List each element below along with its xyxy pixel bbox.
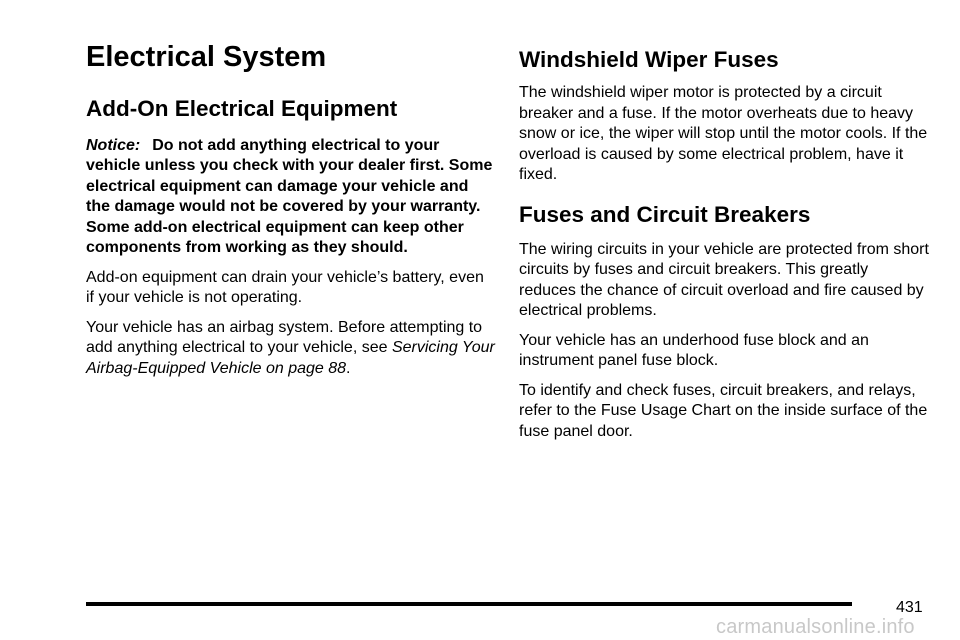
notice-paragraph [86,136,496,259]
airbag-text: Your vehicle has an airbag system. Before attempting to add anything electrical to your vehicle, see [86,318,483,357]
cross-reference-link[interactable]: Servicing Your Airbag-Equipped Vehicle on page 88 [86,339,495,377]
notice-text: Do not add anything electrical to your vehicle unless you check with your dealer first. Some electrical equipment can damage your vehicle and the damage would not be covered by your warranty. Some add-on electrical equipment can keep other components from working as they should. [86,136,493,257]
footer-rule [86,602,852,606]
paragraph-fuses-1: The wiring circuits in your vehicle are protected from short circuits by fuses and circuit breakers. This greatly reduces the chance of circuit overload and fire caused by electrical problems. [519,240,929,319]
right-column [519,40,929,451]
paragraph-fuses-3: To identify and check fuses, circuit breakers, and relays, refer to the Fuse Usage Chart on the inside surface of the fuse panel door. [519,381,928,440]
section-heading-add-on: Add-On Electrical Equipment [86,95,398,121]
notice-label: Notice: [86,136,141,154]
section-heading-wiper-fuses: Windshield Wiper Fuses [519,47,779,72]
airbag-text-end: . [346,359,351,377]
paragraph-fuses-2: Your vehicle has an underhood fuse block and an instrument panel fuse block. [519,331,869,369]
paragraph-wiper: The windshield wiper motor is protected by a circuit breaker and a fuse. If the motor overheats due to heavy snow or ice, the wiper will stop until the motor cools. If the overload is caused by some electrical problem, have it fixed. [519,84,928,183]
paragraph-airbag [86,318,496,380]
page-number: 431 [896,599,923,616]
page-title: Electrical System [86,41,327,73]
watermark: carmanualsonline.info [716,616,915,638]
left-column [86,40,496,388]
section-heading-fuses-breakers: Fuses and Circuit Breakers [519,201,811,227]
paragraph-battery-drain: Add-on equipment can drain your vehicle’s battery, even if your vehicle is not operating. [86,268,484,307]
